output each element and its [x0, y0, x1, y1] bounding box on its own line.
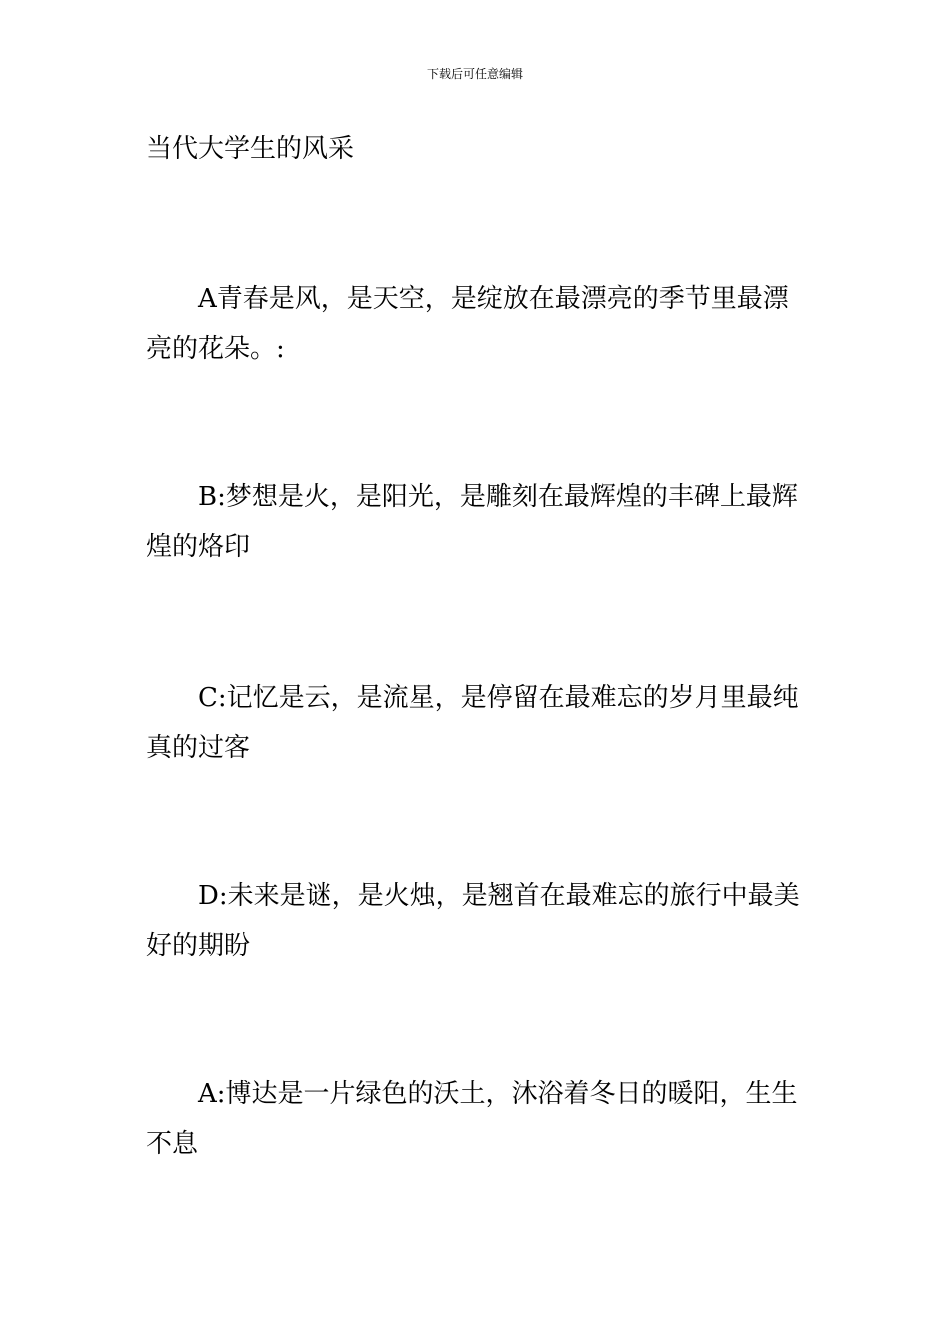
paragraph-b-dream: B:梦想是火，是阳光，是雕刻在最辉煌的丰碑上最辉煌的烙印 — [146, 482, 798, 562]
paragraph-a-youth: A青春是风，是天空，是绽放在最漂亮的季节里最漂亮的花朵。: — [146, 284, 789, 364]
paragraph-c-memory: C:记忆是云，是流星，是停留在最难忘的岁月里最纯真的过客 — [146, 683, 799, 763]
page-header: 下载后可任意编辑 — [426, 67, 523, 81]
paragraph-a-boda: A:博达是一片绿色的沃土，沐浴着冬日的暖阳，生生不息 — [146, 1079, 798, 1159]
document-title: 当代大学生的风采 — [146, 134, 355, 164]
paragraph-d-future: D:未来是谜，是火烛，是翘首在最难忘的旅行中最美好的期盼 — [146, 881, 800, 961]
